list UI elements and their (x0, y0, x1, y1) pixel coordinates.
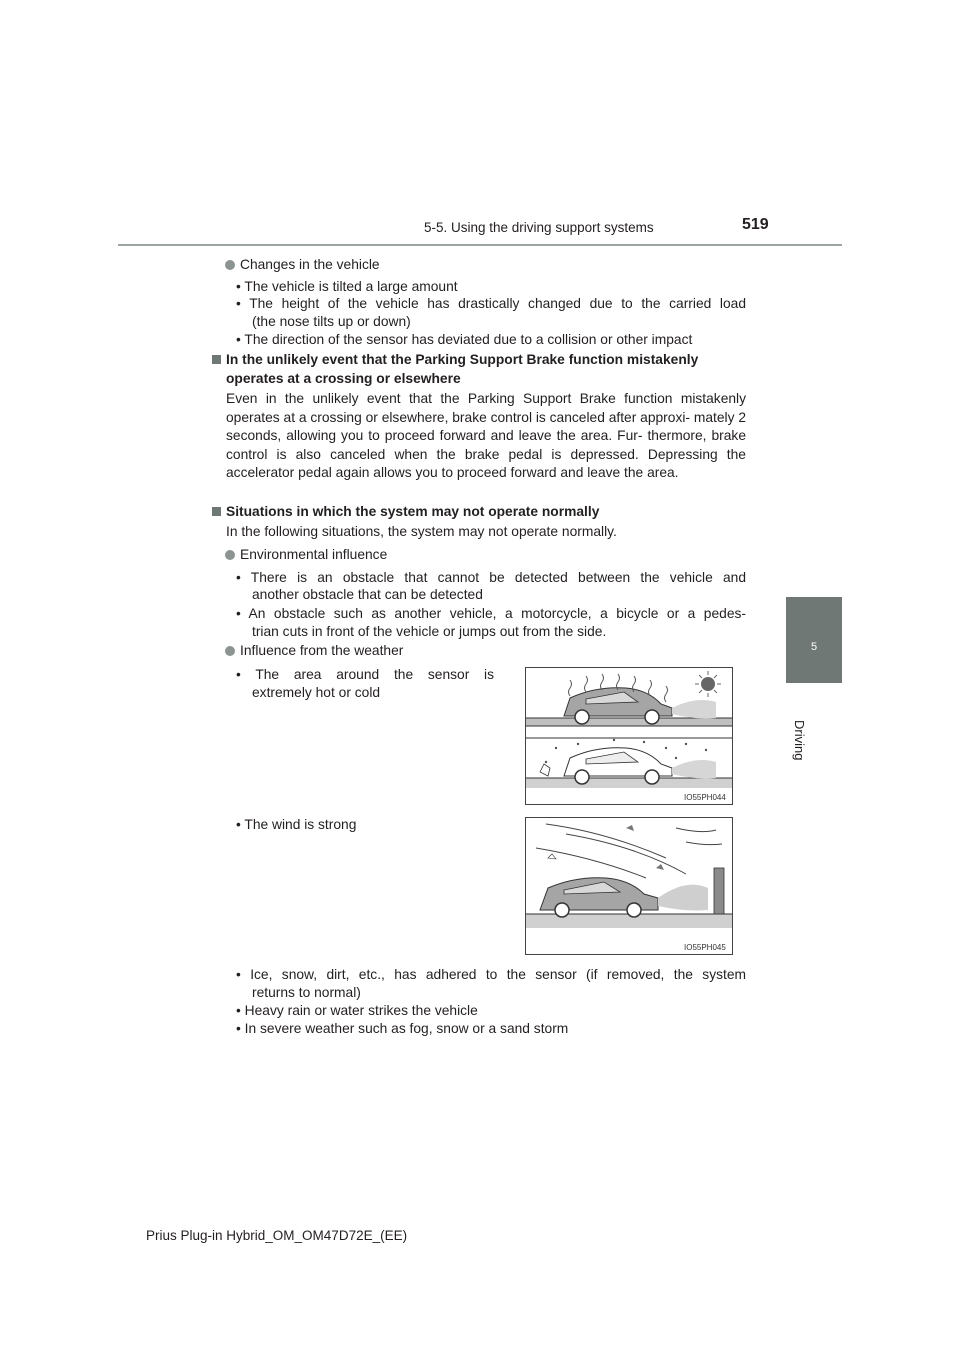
list-item: • Ice, snow, dirt, etc., has adhered to the sensor (if removed, the system (236, 967, 746, 982)
bullet-dot-icon (225, 260, 235, 270)
page-number: 519 (742, 216, 769, 233)
header-divider (118, 244, 842, 246)
bullet-dot-icon (225, 646, 235, 656)
hot-cold-illustration (526, 668, 732, 804)
unlikely-body: Even in the unlikely event that the Parking Support Brake function mistakenly operates at a crossing or elsewhere, brake control is canceled after approxi- mately 2 seconds, allowing you to proceed forward and leave the area. Fur- thermore, brake control is also canceled when the brake pedal is depressed. Depressing the accelerator pedal again allows you to proceed forward and leave the area. (226, 391, 746, 481)
document-footer: Prius Plug-in Hybrid_OM_OM47D72E_(EE) (146, 1228, 408, 1243)
weather-heading: Influence from the weather (225, 641, 403, 661)
figure-hot-cold (525, 667, 733, 805)
list-item: • In severe weather such as fog, snow or a sand storm (236, 1021, 569, 1036)
list-item-continued: another obstacle that can be detected (252, 587, 483, 602)
wind-illustration (526, 818, 732, 954)
section-title: 5-5. Using the driving support systems (424, 220, 654, 235)
list-item: • There is an obstacle that cannot be detected between the vehicle and (236, 570, 746, 585)
list-item-continued: trian cuts in front of the vehicle or jumps out from the side. (252, 624, 607, 639)
list-item-continued: (the nose tilts up or down) (252, 314, 411, 329)
figure-code: IO55PH045 (684, 943, 726, 952)
chapter-tab[interactable]: 5 (786, 597, 842, 683)
square-bullet-icon (212, 507, 221, 516)
chapter-tab-label: Driving (792, 720, 807, 761)
list-item-continued: extremely hot or cold (252, 685, 381, 700)
list-item: • The vehicle is tilted a large amount (236, 279, 458, 294)
situations-intro: In the following situations, the system may not operate normally. (226, 524, 617, 539)
changes-heading: Changes in the vehicle (225, 255, 380, 275)
env-heading: Environmental influence (225, 545, 387, 565)
list-item: • The wind is strong (236, 817, 357, 832)
list-item: • Heavy rain or water strikes the vehicle (236, 1003, 478, 1018)
list-item: • The area around the sensor is (236, 667, 494, 682)
bullet-dot-icon (225, 550, 235, 560)
list-item: • An obstacle such as another vehicle, a motorcycle, a bicycle or a pedes- (236, 606, 746, 621)
situations-heading: Situations in which the system may not operate normally (212, 502, 599, 522)
unlikely-heading: In the unlikely event that the Parking Support Brake function mistakenly (212, 350, 698, 370)
list-item: • The height of the vehicle has drastically changed due to the carried load (236, 296, 746, 311)
square-bullet-icon (212, 355, 221, 364)
list-item-continued: returns to normal) (252, 985, 361, 1000)
unlikely-heading-cont: operates at a crossing or elsewhere (226, 371, 461, 386)
figure-wind (525, 817, 733, 955)
figure-code: IO55PH044 (684, 793, 726, 802)
list-item: • The direction of the sensor has deviated due to a collision or other impact (236, 332, 693, 347)
